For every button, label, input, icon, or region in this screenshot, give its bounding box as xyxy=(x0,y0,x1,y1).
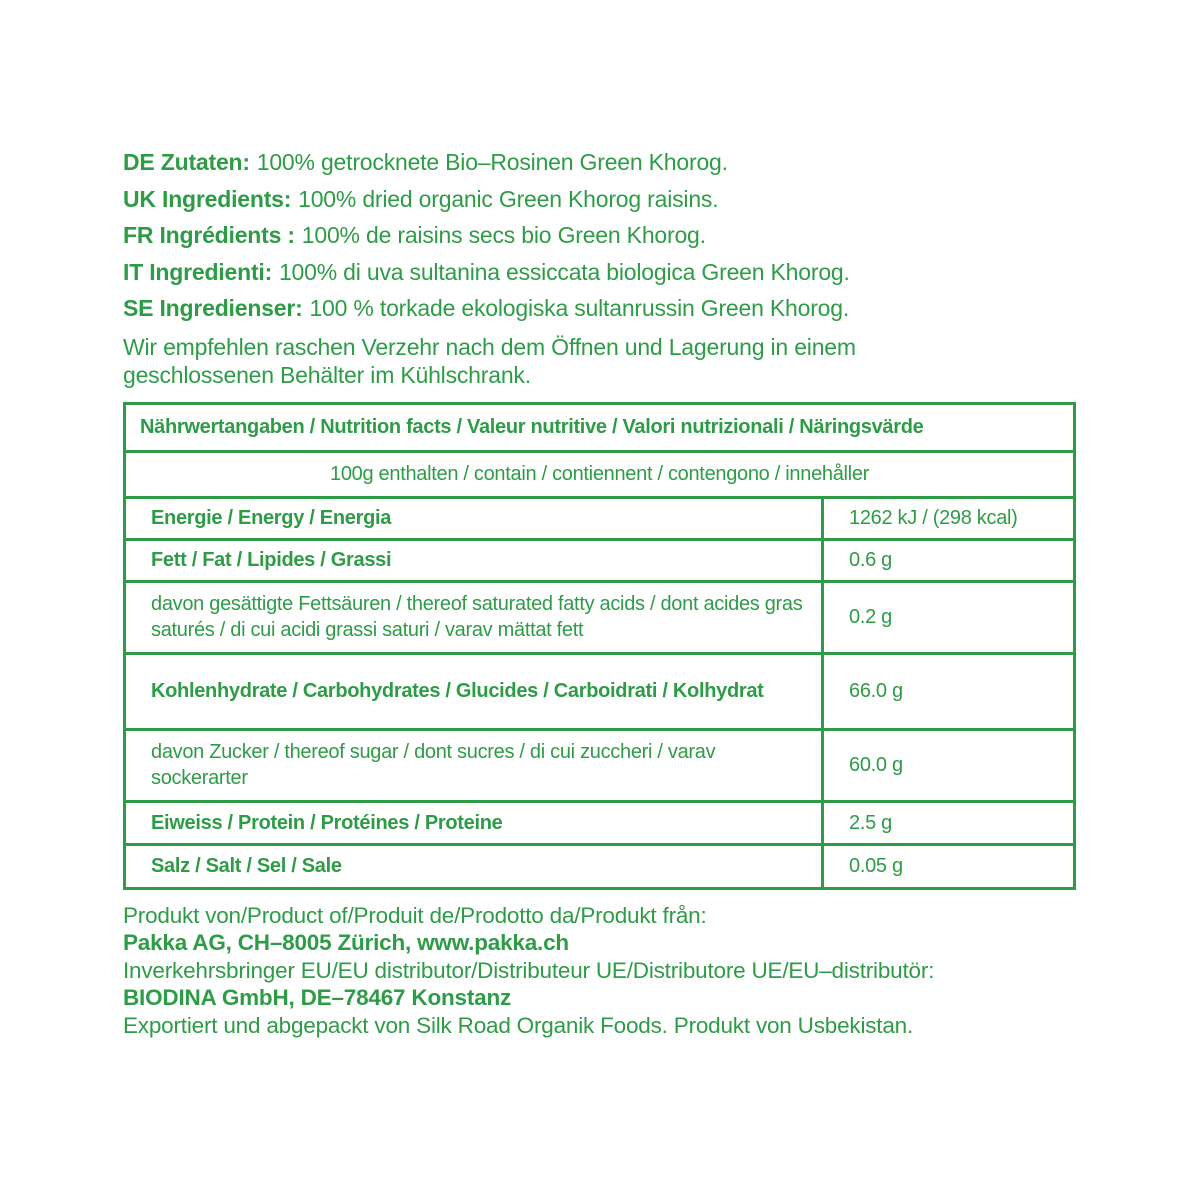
nutrient-value: 0.6 g xyxy=(823,539,1075,581)
nutrition-row-carbohydrates xyxy=(125,653,1075,729)
ingredient-text: 100% dried organic Green Khorog raisins. xyxy=(298,185,719,212)
nutrition-table-per-line: 100g enthalten / contain / contiennent / contengono / innehåller xyxy=(125,451,1075,497)
nutrition-row-salt xyxy=(125,844,1075,888)
ingredient-language-label: FR Ingrédients : xyxy=(123,222,295,248)
nutrient-value: 1262 kJ / (298 kcal) xyxy=(823,497,1075,539)
nutrient-label: Fett / Fat / Lipides / Grassi xyxy=(125,539,823,581)
ingredient-text: 100% getrocknete Bio–Rosinen Green Khorog. xyxy=(256,149,728,175)
nutrient-label: davon gesättigte Fettsäuren / thereof saturated fatty acids / dont acides gras saturés / di cui acidi grassi saturi / varav mättat fett xyxy=(125,581,823,653)
nutrition-row-fat xyxy=(125,539,1075,581)
ingredient-line-se xyxy=(123,290,1083,327)
nutrition-table-title: Nährwertangaben / Nutrition facts / Valeur nutritive / Valori nutrizionali / Näringsvärde xyxy=(125,403,1075,451)
ingredient-text: 100% di uva sultanina essiccata biologica Green Khorog. xyxy=(278,258,850,285)
ingredient-line-it xyxy=(123,254,1083,291)
ingredient-language-label: SE Ingredienser: xyxy=(123,295,303,321)
nutrient-label: Energie / Energy / Energia xyxy=(125,497,823,539)
ingredient-language-label: UK Ingredients: xyxy=(123,185,292,212)
distributor-label: Inverkehrsbringer EU/EU distributor/Distributeur UE/Distributore UE/EU–distributör: xyxy=(123,957,935,983)
nutrition-table xyxy=(123,402,1076,890)
storage-note-line: Wir empfehlen raschen Verzehr nach dem Öffnen und Lagerung in einem xyxy=(123,333,856,360)
nutrient-value: 0.05 g xyxy=(823,844,1075,888)
storage-note-line: geschlossenen Behälter im Kühlschrank. xyxy=(123,362,531,388)
nutrient-label: Eiweiss / Protein / Protéines / Proteine xyxy=(125,801,823,844)
ingredient-text: 100% de raisins secs bio Green Khorog. xyxy=(301,222,706,248)
ingredient-text: 100 % torkade ekologiska sultanrussin Green Khorog. xyxy=(309,295,850,321)
ingredient-language-label: IT Ingredienti: xyxy=(123,258,273,285)
nutrient-label: Kohlenhydrate / Carbohydrates / Glucides / Carboidrati / Kolhydrat xyxy=(125,653,823,729)
label-content xyxy=(123,144,1083,1039)
producer-distributor-section xyxy=(123,902,1083,1040)
nutrition-row-energy xyxy=(125,497,1075,539)
ingredient-line-de xyxy=(123,144,1083,181)
nutrient-value: 60.0 g xyxy=(823,729,1075,801)
nutrient-value: 2.5 g xyxy=(823,801,1075,844)
nutrient-label: davon Zucker / thereof sugar / dont sucres / di cui zuccheri / varav sockerarter xyxy=(125,729,823,801)
nutrition-row-sugar xyxy=(125,729,1075,801)
ingredient-language-label: DE Zutaten: xyxy=(123,149,250,175)
nutrition-row-protein xyxy=(125,801,1075,844)
ingredient-line-fr xyxy=(123,217,1083,254)
nutrition-table-title-row xyxy=(125,403,1075,451)
nutrition-table-per-row xyxy=(125,451,1075,497)
product-origin-label: Produkt von/Product of/Produit de/Prodotto da/Produkt från: xyxy=(123,902,707,928)
storage-note xyxy=(123,333,1083,390)
nutrient-value: 0.2 g xyxy=(823,581,1075,653)
export-origin-note: Exportiert und abgepackt von Silk Road Organik Foods. Produkt von Usbekistan. xyxy=(123,1012,914,1038)
ingredients-section xyxy=(123,144,1083,327)
producer-name: Pakka AG, CH–8005 Zürich, www.pakka.ch xyxy=(123,930,569,955)
nutrient-label: Salz / Salt / Sel / Sale xyxy=(125,844,823,888)
nutrition-row-saturated-fat xyxy=(125,581,1075,653)
ingredient-line-uk xyxy=(123,181,1083,218)
nutrient-value: 66.0 g xyxy=(823,653,1075,729)
distributor-name: BIODINA GmbH, DE–78467 Konstanz xyxy=(123,985,512,1010)
